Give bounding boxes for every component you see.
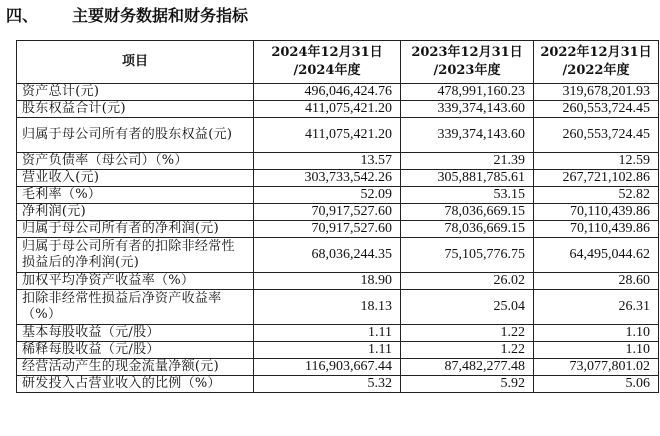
- header-2022: [534, 41, 659, 84]
- value-2024: 70,917,527.60: [254, 221, 401, 238]
- value-2023: 78,036,669.15: [401, 221, 534, 238]
- table-row: [17, 84, 659, 101]
- header-2024: [254, 41, 401, 84]
- table-row: [17, 376, 659, 393]
- header-2022-year: /2022年度: [562, 63, 630, 78]
- value-2023: 21.39: [401, 153, 534, 170]
- value-2024: 1.11: [254, 325, 401, 342]
- table-row: [17, 153, 659, 170]
- table-row: [17, 290, 659, 325]
- value-2023: 339,374,143.60: [401, 101, 534, 118]
- table-header-row: [17, 41, 659, 84]
- table-row: [17, 101, 659, 118]
- value-2024: 13.57: [254, 153, 401, 170]
- table-row: [17, 187, 659, 204]
- value-2023: 305,881,785.61: [401, 170, 534, 187]
- value-2023: 25.04: [401, 290, 534, 325]
- row-label: 资产总计(元): [17, 84, 254, 101]
- value-2023: 26.02: [401, 273, 534, 290]
- row-label: 股东权益合计(元): [17, 101, 254, 118]
- row-label: 研发投入占营业收入的比例（%）: [17, 376, 254, 393]
- row-label: 基本每股收益（元/股）: [17, 325, 254, 342]
- value-2022: 1.10: [534, 342, 659, 359]
- value-2022: 260,553,724.45: [534, 118, 659, 153]
- value-2024: 68,036,244.35: [254, 238, 401, 273]
- header-2024-year: /2024年度: [293, 63, 361, 78]
- value-2023: 53.15: [401, 187, 534, 204]
- header-2023-year: /2023年度: [433, 63, 501, 78]
- value-2024: 411,075,421.20: [254, 101, 401, 118]
- value-2023: 87,482,277.48: [401, 359, 534, 376]
- table-row: [17, 118, 659, 153]
- value-2024: 18.13: [254, 290, 401, 325]
- section-number: 四、: [6, 6, 39, 25]
- row-label: 经营活动产生的现金流量净额(元): [17, 359, 254, 376]
- row-label: 毛利率（%）: [17, 187, 254, 204]
- value-2022: 267,721,102.86: [534, 170, 659, 187]
- header-2022-date: 2022年12月31日: [540, 45, 652, 60]
- row-label: 稀释每股收益（元/股）: [17, 342, 254, 359]
- row-label: 营业收入(元): [17, 170, 254, 187]
- row-label: 归属于母公司所有者的净利润(元): [17, 221, 254, 238]
- section-title: 主要财务数据和财务指标: [72, 6, 249, 25]
- value-2024: 496,046,424.76: [254, 84, 401, 101]
- table-row: [17, 273, 659, 290]
- value-2024: 411,075,421.20: [254, 118, 401, 153]
- financial-data-table: [16, 40, 659, 393]
- value-2022: 260,553,724.45: [534, 101, 659, 118]
- table-row: [17, 170, 659, 187]
- table-row: [17, 238, 659, 273]
- value-2024: 18.90: [254, 273, 401, 290]
- value-2022: 73,077,801.02: [534, 359, 659, 376]
- row-label: 扣除非经常性损益后净资产收益率（%）: [17, 290, 254, 325]
- section-heading: [6, 5, 248, 27]
- row-label: 加权平均净资产收益率（%）: [17, 273, 254, 290]
- table-row: [17, 342, 659, 359]
- value-2022: 1.10: [534, 325, 659, 342]
- value-2022: 70,110,439.86: [534, 221, 659, 238]
- header-2024-date: 2024年12月31日: [271, 45, 383, 60]
- value-2024: 52.09: [254, 187, 401, 204]
- value-2023: 478,991,160.23: [401, 84, 534, 101]
- value-2022: 52.82: [534, 187, 659, 204]
- table-row: [17, 325, 659, 342]
- value-2024: 116,903,667.44: [254, 359, 401, 376]
- value-2023: 1.22: [401, 325, 534, 342]
- value-2023: 78,036,669.15: [401, 204, 534, 221]
- table-row: [17, 359, 659, 376]
- value-2022: 28.60: [534, 273, 659, 290]
- value-2024: 70,917,527.60: [254, 204, 401, 221]
- value-2024: 303,733,542.26: [254, 170, 401, 187]
- value-2022: 64,495,044.62: [534, 238, 659, 273]
- table-row: [17, 204, 659, 221]
- value-2022: 319,678,201.93: [534, 84, 659, 101]
- value-2022: 5.06: [534, 376, 659, 393]
- value-2023: 75,105,776.75: [401, 238, 534, 273]
- value-2023: 1.22: [401, 342, 534, 359]
- row-label: 资产负债率（母公司）（%）: [17, 153, 254, 170]
- value-2023: 339,374,143.60: [401, 118, 534, 153]
- row-label: 归属于母公司所有者的股东权益(元): [17, 118, 254, 153]
- value-2022: 12.59: [534, 153, 659, 170]
- row-label: 归属于母公司所有者的扣除非经常性损益后的净利润(元): [17, 238, 254, 273]
- value-2022: 26.31: [534, 290, 659, 325]
- header-2023-date: 2023年12月31日: [411, 45, 523, 60]
- header-2023: [401, 41, 534, 84]
- value-2022: 70,110,439.86: [534, 204, 659, 221]
- value-2024: 1.11: [254, 342, 401, 359]
- header-item: 项目: [17, 41, 254, 84]
- value-2024: 5.32: [254, 376, 401, 393]
- value-2023: 5.92: [401, 376, 534, 393]
- row-label: 净利润(元): [17, 204, 254, 221]
- table-row: [17, 221, 659, 238]
